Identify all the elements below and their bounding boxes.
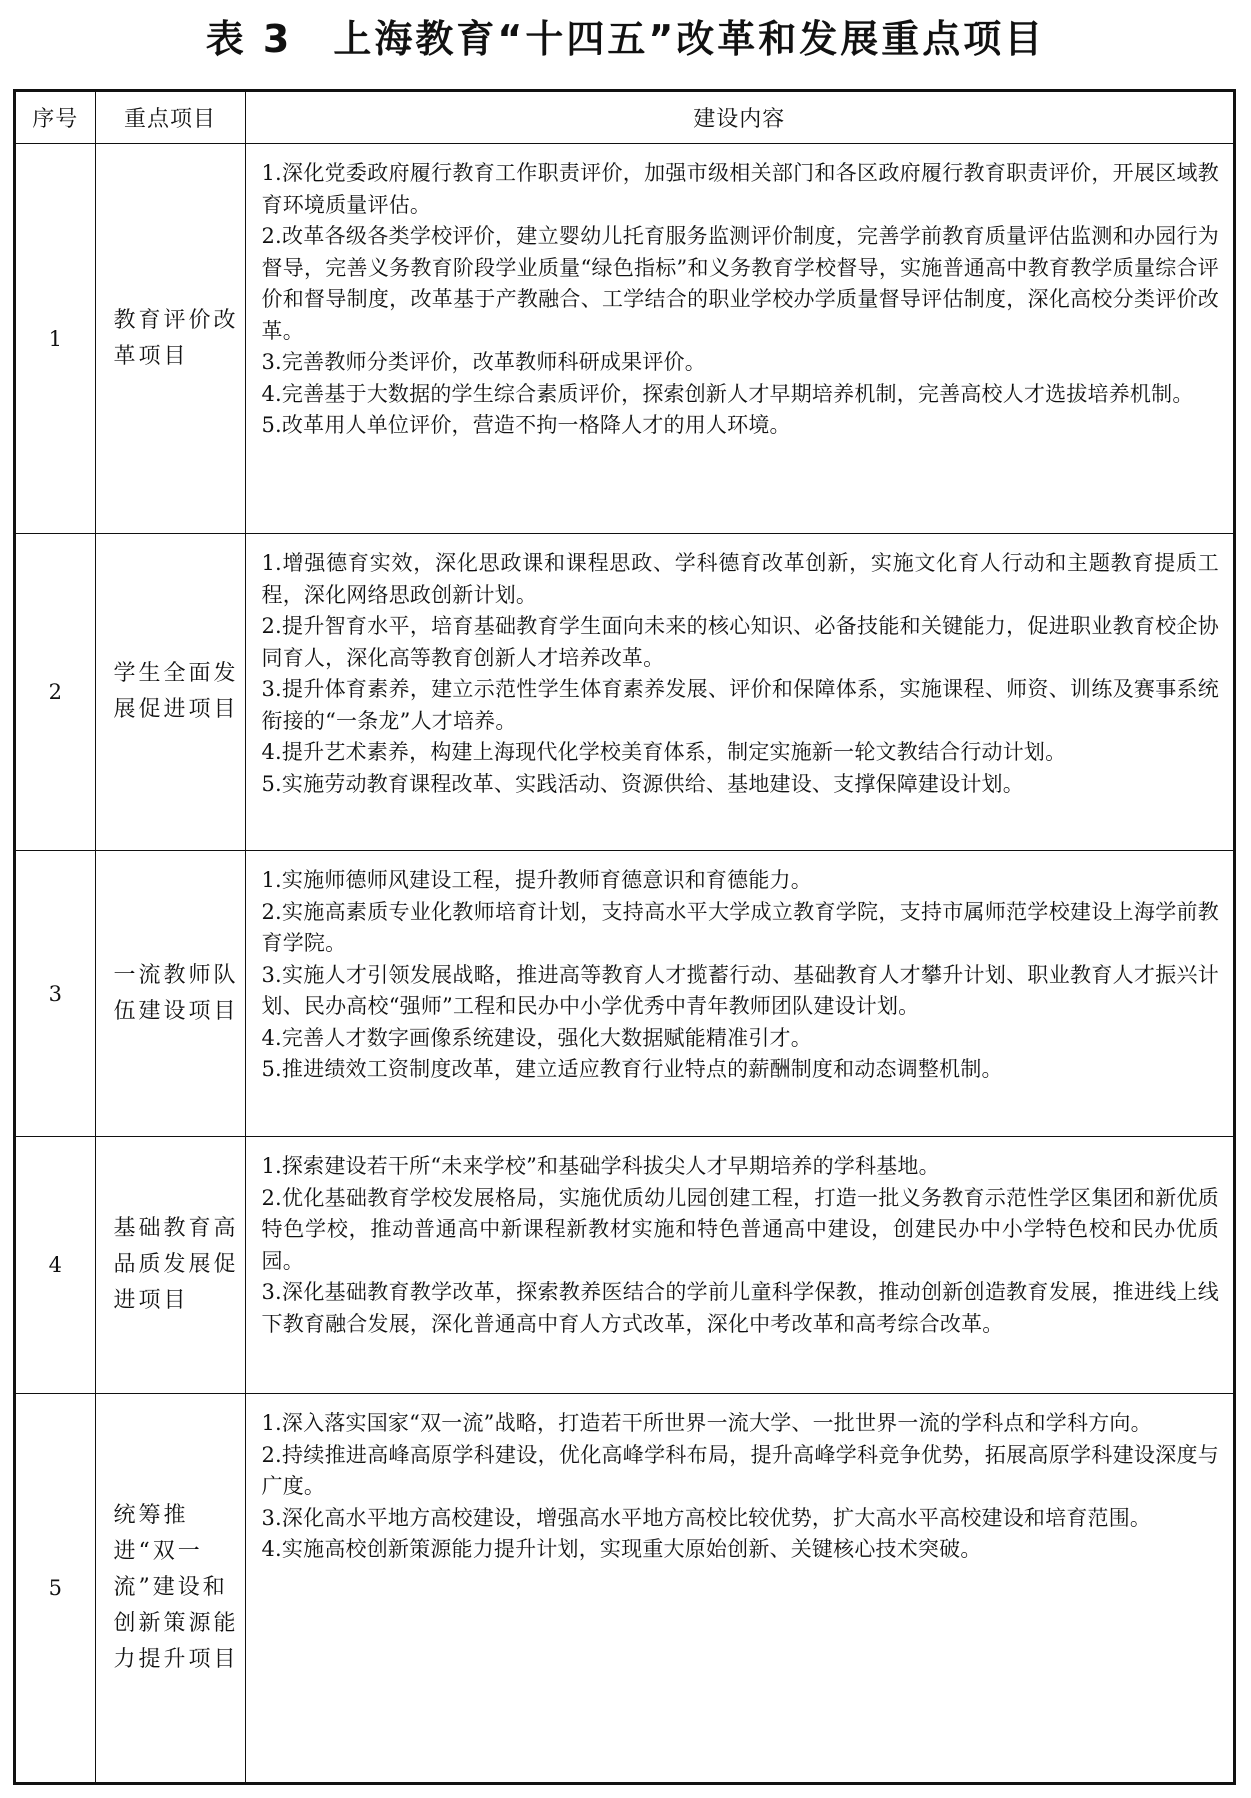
content-item: 2.优化基础教育学校发展格局，实施优质幼儿园创建工程，打造一批义务教育示范性学区集团和新优质特色学校，推动普通高中新课程新教材实施和特色普通高中建设，创建民办中小学特色校和民办优质园。 [261, 1185, 1219, 1273]
content-item: 4.完善基于大数据的学生综合素质评价，探索创新人才早期培养机制，完善高校人才选拔培养机制。 [261, 381, 1194, 406]
row-seq: 4 [16, 1137, 95, 1394]
content-item: 3.实施人才引领发展战略，推进高等教育人才揽蓄行动、基础教育人才攀升计划、职业教育人才振兴计划、民办高校“强师”工程和民办中小学优秀中青年教师团队建设计划。 [261, 962, 1219, 1018]
header-seq: 序号 [16, 92, 95, 144]
row-content [245, 144, 1233, 534]
content-item: 3.提升体育素养，建立示范性学生体育素养发展、评价和保障体系，实施课程、师资、训练及赛事系统衔接的“一条龙”人才培养。 [261, 677, 1219, 733]
row-project: 统筹推进“双一流”建设和创新策源能力提升项目 [95, 1394, 245, 1783]
content-item: 2.提升智育水平，培育基础教育学生面向未来的核心知识、必备技能和关键能力，促进职业教育校企协同育人，深化高等教育创新人才培养改革。 [261, 614, 1219, 670]
content-item: 5.推进绩效工资制度改革，建立适应教育行业特点的薪酬制度和动态调整机制。 [261, 1057, 1003, 1081]
row-project: 教育评价改革项目 [95, 144, 245, 534]
content-item: 2.改革各级各类学校评价，建立婴幼儿托育服务监测评价制度，完善学前教育质量评估监测和办园行为督导，完善义务教育阶段学业质量“绿色指标”和义务教育学校督导，实施普通高中教育教学质量综合评价和督导制度，改革基于产教融合、工学结合的职业学校办学质量督导评估制度，深化高校分类评价改革。 [261, 224, 1219, 343]
row-seq: 2 [16, 534, 95, 851]
table-row [16, 144, 1233, 534]
content-item: 2.持续推进高峰高原学科建设，优化高峰学科布局，提升高峰学科竞争优势，拓展高原学科建设深度与广度。 [261, 1442, 1219, 1498]
projects-table-frame [13, 89, 1236, 1785]
table-row [16, 1137, 1233, 1394]
table-header-row [16, 92, 1233, 144]
row-seq: 1 [16, 144, 95, 534]
header-content: 建设内容 [245, 92, 1233, 144]
header-project: 重点项目 [95, 92, 245, 144]
row-project: 学生全面发展促进项目 [95, 534, 245, 851]
table-row [16, 1394, 1233, 1783]
table-row [16, 851, 1233, 1137]
row-content [245, 1394, 1233, 1783]
content-item: 3.完善教师分类评价，改革教师科研成果评价。 [261, 350, 706, 374]
content-item: 4.实施高校创新策源能力提升计划，实现重大原始创新、关键核心技术突破。 [261, 1537, 982, 1561]
content-item: 5.实施劳动教育课程改革、实践活动、资源供给、基地建设、支撑保障建设计划。 [261, 771, 1024, 796]
content-item: 1.增强德育实效，深化思政课和课程思政、学科德育改革创新，实施文化育人行动和主题教育提质工程，深化网络思政创新计划。 [261, 551, 1219, 607]
table-row [16, 534, 1233, 851]
row-seq: 5 [16, 1394, 95, 1783]
content-item: 3.深化高水平地方高校建设，增强高水平地方高校比较优势，扩大高水平高校建设和培育范围。 [261, 1505, 1152, 1530]
content-item: 1.深入落实国家“双一流”战略，打造若干所世界一流大学、一批世界一流的学科点和学科方向。 [261, 1411, 1152, 1435]
projects-table [16, 92, 1233, 1782]
content-item: 3.深化基础教育教学改革，探索教养医结合的学前儿童科学保教，推动创新创造教育发展，推进线上线下教育融合发展，深化普通高中育人方式改革，深化中考改革和高考综合改革。 [261, 1280, 1219, 1336]
content-item: 1.实施师德师风建设工程，提升教师育德意识和育德能力。 [261, 868, 812, 892]
content-item: 1.深化党委政府履行教育工作职责评价，加强市级相关部门和各区政府履行教育职责评价，开展区域教育环境质量评估。 [261, 161, 1219, 217]
content-item: 5.改革用人单位评价，营造不拘一格降人才的用人环境。 [261, 413, 791, 437]
content-item: 4.提升艺术素养，构建上海现代化学校美育体系，制定实施新一轮文教结合行动计划。 [261, 740, 1067, 764]
page-title: 表 3 上海教育“十四五”改革和发展重点项目 [205, 17, 1046, 61]
row-content [245, 1137, 1233, 1394]
row-content [245, 534, 1233, 851]
row-project: 一流教师队伍建设项目 [95, 851, 245, 1137]
content-item: 2.实施高素质专业化教师培育计划，支持高水平大学成立教育学院，支持市属师范学校建设上海学前教育学院。 [261, 899, 1219, 955]
row-content [245, 851, 1233, 1137]
content-item: 4.完善人才数字画像系统建设，强化大数据赋能精准引才。 [261, 1025, 812, 1050]
row-project: 基础教育高品质发展促进项目 [95, 1137, 245, 1394]
content-item: 1.探索建设若干所“未来学校”和基础学科拔尖人才早期培养的学科基地。 [261, 1154, 940, 1178]
row-seq: 3 [16, 851, 95, 1137]
